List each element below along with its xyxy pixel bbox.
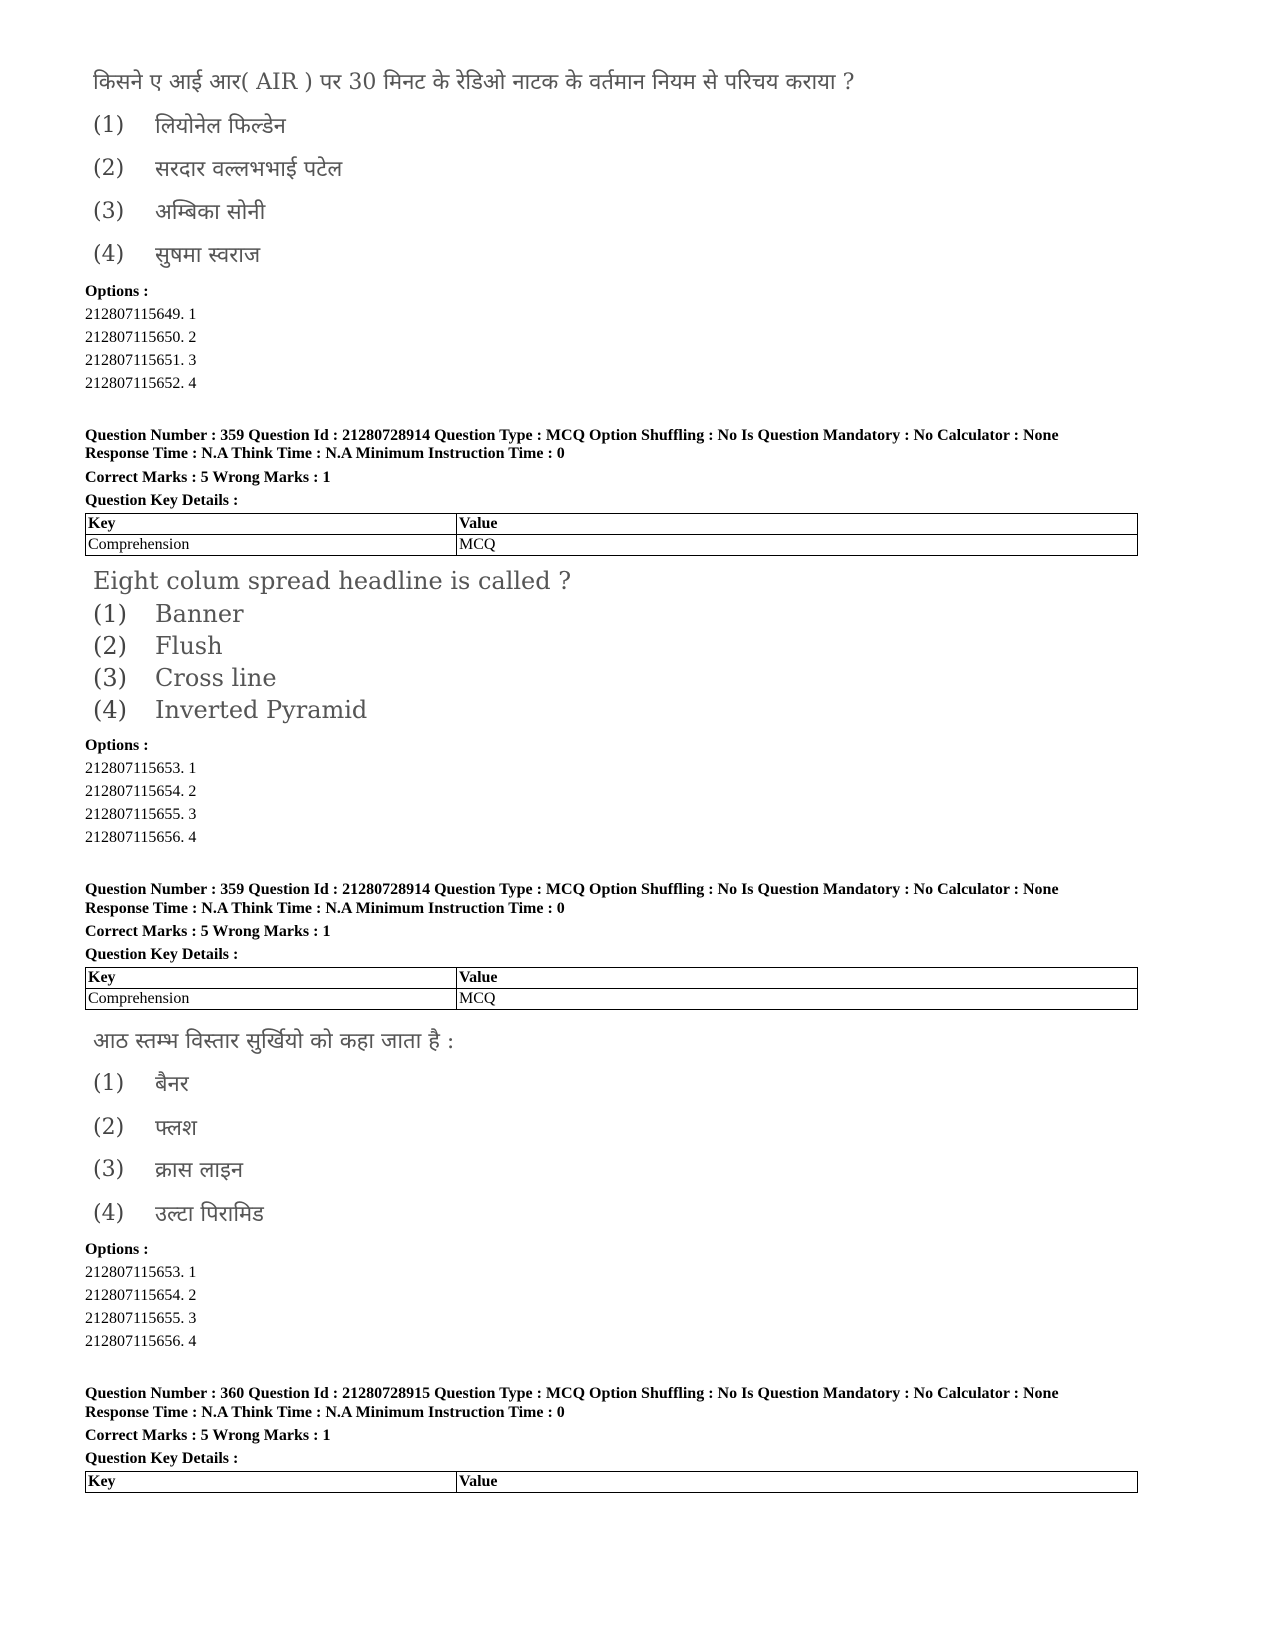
choice-text: अम्बिका सोनी [155, 200, 266, 225]
table-row [86, 535, 1138, 556]
option-id: 212807115653. 1 [85, 760, 197, 777]
option-id: 212807115655. 3 [85, 806, 197, 823]
question-meta-line1: Question Number : 359 Question Id : 21280728914 Question Type : MCQ Option Shuffling : No Is Question Mandatory : No Calculator : None [85, 881, 1059, 898]
key-details-table [85, 1471, 1138, 1493]
table-cell-value: MCQ [457, 989, 1138, 1010]
table-header-row [86, 968, 1138, 989]
table-header-row [86, 1472, 1138, 1493]
question-meta-line2: Response Time : N.A Think Time : N.A Minimum Instruction Time : 0 [85, 445, 565, 462]
table-header-key: Key [86, 514, 457, 535]
choice-number: (3) [93, 1157, 125, 1182]
options-label: Options : [85, 1241, 149, 1258]
table-row [86, 989, 1138, 1010]
key-details-label: Question Key Details : [85, 946, 239, 963]
option-id: 212807115654. 2 [85, 1287, 197, 1304]
table-header-value: Value [457, 1472, 1138, 1493]
choice-text: Cross line [155, 664, 277, 692]
table-header-key: Key [86, 1472, 457, 1493]
option-id: 212807115656. 4 [85, 1333, 197, 1350]
option-id: 212807115650. 2 [85, 329, 197, 346]
options-label: Options : [85, 737, 149, 754]
choice-text: लियोनेल फिल्डेन [155, 114, 286, 139]
choice-text: सरदार वल्लभभाई पटेल [155, 157, 343, 182]
choice-text: Banner [155, 600, 244, 628]
question-meta-line1: Question Number : 359 Question Id : 21280728914 Question Type : MCQ Option Shuffling : No Is Question Mandatory : No Calculator : None [85, 427, 1059, 444]
choice-text: फ्लश [155, 1116, 197, 1141]
option-id: 212807115653. 1 [85, 1264, 197, 1281]
key-details-label: Question Key Details : [85, 492, 239, 509]
table-header-value: Value [457, 968, 1138, 989]
question-meta-line2: Response Time : N.A Think Time : N.A Minimum Instruction Time : 0 [85, 1404, 565, 1421]
option-id: 212807115651. 3 [85, 352, 197, 369]
table-header-key: Key [86, 968, 457, 989]
question-meta-line2: Response Time : N.A Think Time : N.A Minimum Instruction Time : 0 [85, 900, 565, 917]
option-id: 212807115652. 4 [85, 375, 197, 392]
key-details-label: Question Key Details : [85, 1450, 239, 1467]
choice-number: (2) [93, 1115, 125, 1140]
option-id: 212807115656. 4 [85, 829, 197, 846]
option-id: 212807115649. 1 [85, 306, 197, 323]
choice-text: सुषमा स्वराज [155, 243, 261, 268]
choice-number: (3) [93, 664, 127, 692]
choice-number: (1) [93, 1071, 125, 1096]
table-header-row [86, 514, 1138, 535]
question-text: Eight colum spread headline is called ? [93, 567, 572, 595]
option-id: 212807115655. 3 [85, 1310, 197, 1327]
choice-text: Flush [155, 632, 223, 660]
choice-number: (4) [93, 1201, 125, 1226]
table-cell-key: Comprehension [86, 535, 457, 556]
marks-line: Correct Marks : 5 Wrong Marks : 1 [85, 923, 331, 940]
table-cell-value: MCQ [457, 535, 1138, 556]
table-header-value: Value [457, 514, 1138, 535]
question-text: किसने ए आई आर( AIR ) पर 30 मिनट के रेडिओ नाटक के वर्तमान नियम से परिचय कराया ? [93, 70, 855, 95]
choice-number: (4) [93, 242, 125, 267]
question-text: आठ स्तम्भ विस्तार सुर्खियो को कहा जाता है : [93, 1029, 455, 1054]
key-details-table [85, 967, 1138, 1010]
option-id: 212807115654. 2 [85, 783, 197, 800]
choice-number: (1) [93, 600, 127, 628]
choice-text: Inverted Pyramid [155, 696, 368, 724]
choice-number: (2) [93, 156, 125, 181]
choice-text: क्रास लाइन [155, 1158, 244, 1183]
marks-line: Correct Marks : 5 Wrong Marks : 1 [85, 1427, 331, 1444]
choice-number: (3) [93, 199, 125, 224]
choice-text: बैनर [155, 1072, 189, 1097]
key-details-table [85, 513, 1138, 556]
question-meta-line1: Question Number : 360 Question Id : 21280728915 Question Type : MCQ Option Shuffling : No Is Question Mandatory : No Calculator : None [85, 1385, 1059, 1402]
choice-text: उल्टा पिरामिड [155, 1202, 264, 1227]
options-label: Options : [85, 283, 149, 300]
choice-number: (4) [93, 696, 127, 724]
marks-line: Correct Marks : 5 Wrong Marks : 1 [85, 469, 331, 486]
choice-number: (1) [93, 113, 125, 138]
table-cell-key: Comprehension [86, 989, 457, 1010]
choice-number: (2) [93, 632, 127, 660]
